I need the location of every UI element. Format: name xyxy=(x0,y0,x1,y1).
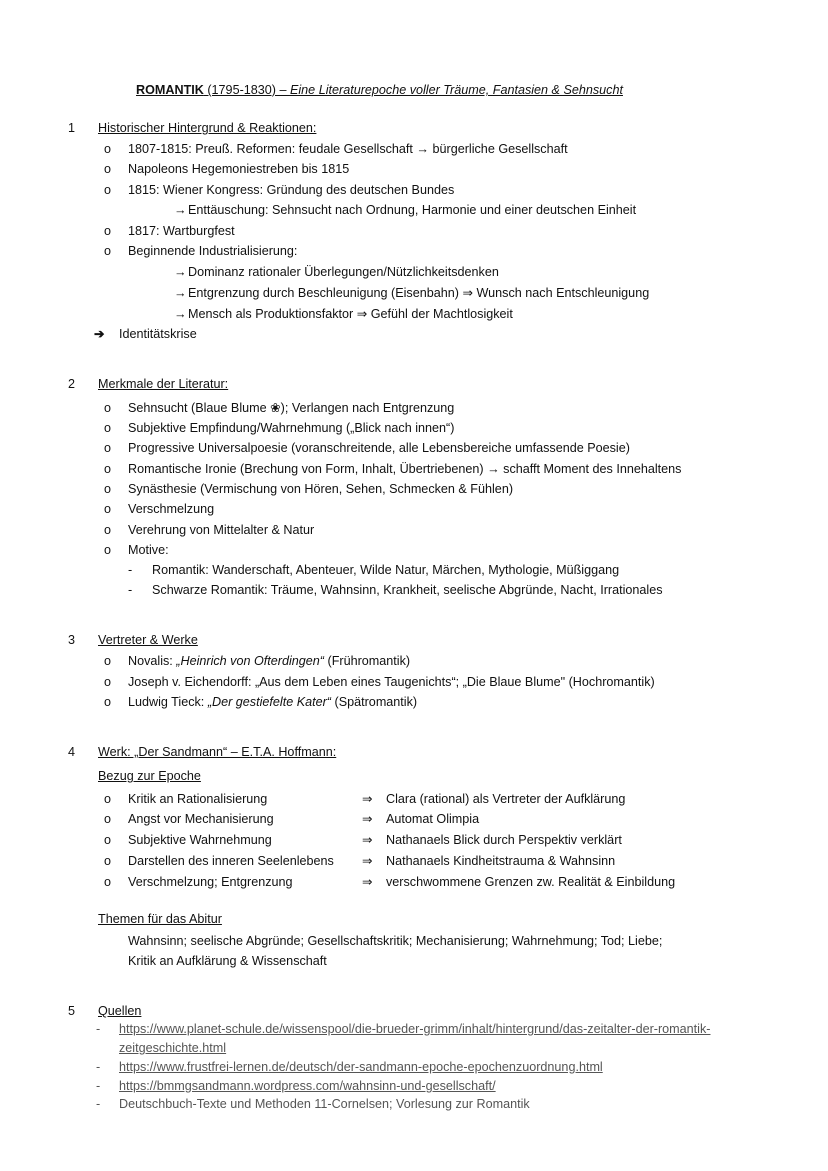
list-item-result: Automat Olimpia xyxy=(386,812,480,826)
arrow-icon: → xyxy=(174,307,187,321)
bullet-icon: o xyxy=(104,654,112,668)
list-item: Synästhesie (Vermischung von Hören, Sehen, Schmecken & Fühlen) xyxy=(128,482,514,496)
implies-icon: ⇒ xyxy=(362,854,373,868)
dash-icon: - xyxy=(128,563,133,577)
item-pre: Novalis: xyxy=(128,654,177,668)
item-ital: „Der gestiefelte Kater“ xyxy=(207,695,332,709)
sub-item: Romantik: Wanderschaft, Abenteuer, Wilde Natur, Märchen, Mythologie, Müßiggang xyxy=(152,563,620,577)
bullet-icon: o xyxy=(104,543,112,557)
themes-text: Wahnsinn; seelische Abgründe; Gesellschaftskritik; Mechanisierung; Wahrnehmung; Tod; Liebe; xyxy=(128,934,663,948)
section-heading: Merkmale der Literatur: xyxy=(98,377,229,391)
bullet-icon: o xyxy=(104,833,112,847)
sub-item: Entgrenzung durch Beschleunigung (Eisenbahn) ⇒ Wunsch nach Entschleunigung xyxy=(188,286,650,300)
list-item: Romantische Ironie (Brechung von Form, Inhalt, Übertriebenen) → schafft Moment des Innehaltens xyxy=(128,462,682,476)
item-post: (Frühromantik) xyxy=(324,654,411,668)
conclusion-text: Identitätskrise xyxy=(119,327,197,341)
source-text: Deutschbuch-Texte und Methoden 11-Cornelsen; Vorlesung zur Romantik xyxy=(119,1097,530,1111)
sub-item: Schwarze Romantik: Träume, Wahnsinn, Krankheit, seelische Abgründe, Nacht, Irrationales xyxy=(152,583,663,597)
dash-icon: - xyxy=(96,1079,101,1093)
bullet-icon: o xyxy=(104,854,112,868)
title-years: (1795-1830) – xyxy=(203,83,290,97)
list-item: 1815: Wiener Kongress: Gründung des deutschen Bundes xyxy=(128,183,455,197)
dash-icon: - xyxy=(96,1097,101,1111)
list-item: 1817: Wartburgfest xyxy=(128,224,235,238)
list-item: Napoleons Hegemoniestreben bis 1815 xyxy=(128,162,350,176)
source-link[interactable]: https://www.planet-schule.de/wissenspool/die-brueder-grimm/inhalt/hintergrund/das-zeitalter-der-romantik- xyxy=(119,1022,711,1036)
bullet-icon: o xyxy=(104,244,112,258)
list-item-result: verschwommene Grenzen zw. Realität & Einbildung xyxy=(386,875,676,889)
bullet-icon: o xyxy=(104,183,112,197)
dash-icon: - xyxy=(96,1022,101,1036)
bullet-icon: o xyxy=(104,224,112,238)
section-number: 5 xyxy=(68,1004,76,1018)
source-link-continued[interactable]: zeitgeschichte.html xyxy=(119,1041,227,1055)
sub-item: Dominanz rationaler Überlegungen/Nützlichkeitsdenken xyxy=(188,265,499,279)
list-item: Verschmelzung xyxy=(128,502,215,516)
bullet-icon: o xyxy=(104,462,112,476)
bullet-icon: o xyxy=(104,792,112,806)
list-item-result: Nathanaels Blick durch Perspektiv verklärt xyxy=(386,833,622,847)
section-heading: Vertreter & Werke xyxy=(98,633,198,647)
sub-item: Enttäuschung: Sehnsucht nach Ordnung, Harmonie und einer deutschen Einheit xyxy=(188,203,637,217)
bullet-icon: o xyxy=(104,482,112,496)
list-item xyxy=(128,653,410,669)
list-item-result: Nathanaels Kindheitstrauma & Wahnsinn xyxy=(386,854,616,868)
list-item: Angst vor Mechanisierung xyxy=(128,812,274,826)
themes-heading: Themen für das Abitur xyxy=(98,912,222,926)
section-number: 1 xyxy=(68,121,76,135)
section-heading: Werk: „Der Sandmann“ – E.T.A. Hoffmann: xyxy=(98,745,337,759)
list-item xyxy=(128,694,417,710)
bullet-icon: o xyxy=(104,812,112,826)
bullet-icon: o xyxy=(104,142,112,156)
bullet-icon: o xyxy=(104,441,112,455)
implies-icon: ⇒ xyxy=(362,833,373,847)
section-number: 4 xyxy=(68,745,76,759)
arrow-icon: → xyxy=(174,286,187,300)
title-main: ROMANTIK xyxy=(136,83,204,97)
bullet-icon: o xyxy=(104,675,112,689)
list-item: Motive: xyxy=(128,543,169,557)
list-item: 1807-1815: Preuß. Reformen: feudale Gesellschaft → bürgerliche Gesellschaft xyxy=(128,142,568,156)
section-number: 2 xyxy=(68,377,76,391)
implies-icon: ⇒ xyxy=(362,812,373,826)
section-heading: Quellen xyxy=(98,1004,142,1018)
list-item: Verehrung von Mittelalter & Natur xyxy=(128,523,315,537)
section-heading: Historischer Hintergrund & Reaktionen: xyxy=(98,121,317,135)
bullet-icon: o xyxy=(104,162,112,176)
document-title xyxy=(136,82,623,98)
conclusion-arrow-icon: ➔ xyxy=(94,327,105,341)
section-number: 3 xyxy=(68,633,76,647)
source-link[interactable]: https://www.frustfrei-lernen.de/deutsch/der-sandmann-epoche-epochenzuordnung.html xyxy=(119,1060,603,1074)
implies-icon: ⇒ xyxy=(362,792,373,806)
arrow-icon: → xyxy=(174,203,187,217)
themes-text: Kritik an Aufklärung & Wissenschaft xyxy=(128,954,327,968)
item-post: (Spätromantik) xyxy=(331,695,418,709)
bullet-icon: o xyxy=(104,875,112,889)
dash-icon: - xyxy=(128,583,133,597)
list-item: Kritik an Rationalisierung xyxy=(128,792,268,806)
bullet-icon: o xyxy=(104,502,112,516)
implies-icon: ⇒ xyxy=(362,875,373,889)
list-item: Darstellen des inneren Seelenlebens xyxy=(128,854,334,868)
bullet-icon: o xyxy=(104,421,112,435)
bullet-icon: o xyxy=(104,401,112,415)
list-item: Subjektive Wahrnehmung xyxy=(128,833,272,847)
subheading: Bezug zur Epoche xyxy=(98,769,201,783)
dash-icon: - xyxy=(96,1060,101,1074)
list-item: Sehnsucht (Blaue Blume ❀); Verlangen nach Entgrenzung xyxy=(128,401,455,415)
list-item: Subjektive Empfindung/Wahrnehmung („Blick nach innen“) xyxy=(128,421,455,435)
item-ital: „Heinrich von Ofterdingen“ xyxy=(176,654,324,668)
arrow-icon: → xyxy=(174,265,187,279)
list-item: Joseph v. Eichendorff: „Aus dem Leben eines Taugenichts“; „Die Blaue Blume" (Hochromantik) xyxy=(128,675,655,689)
title-subtitle: Eine Literaturepoche voller Träume, Fantasien & Sehnsucht xyxy=(289,83,623,97)
sub-item: Mensch als Produktionsfaktor ⇒ Gefühl der Machtlosigkeit xyxy=(188,307,513,321)
list-item: Beginnende Industrialisierung: xyxy=(128,244,298,258)
list-item-result: Clara (rational) als Vertreter der Aufklärung xyxy=(386,792,626,806)
bullet-icon: o xyxy=(104,695,112,709)
list-item: Progressive Universalpoesie (voranschreitende, alle Lebensbereiche umfassende Poesie) xyxy=(128,441,630,455)
list-item: Verschmelzung; Entgrenzung xyxy=(128,875,293,889)
source-link[interactable]: https://bmmgsandmann.wordpress.com/wahnsinn-und-gesellschaft/ xyxy=(119,1079,496,1093)
item-pre: Ludwig Tieck: xyxy=(128,695,208,709)
bullet-icon: o xyxy=(104,523,112,537)
